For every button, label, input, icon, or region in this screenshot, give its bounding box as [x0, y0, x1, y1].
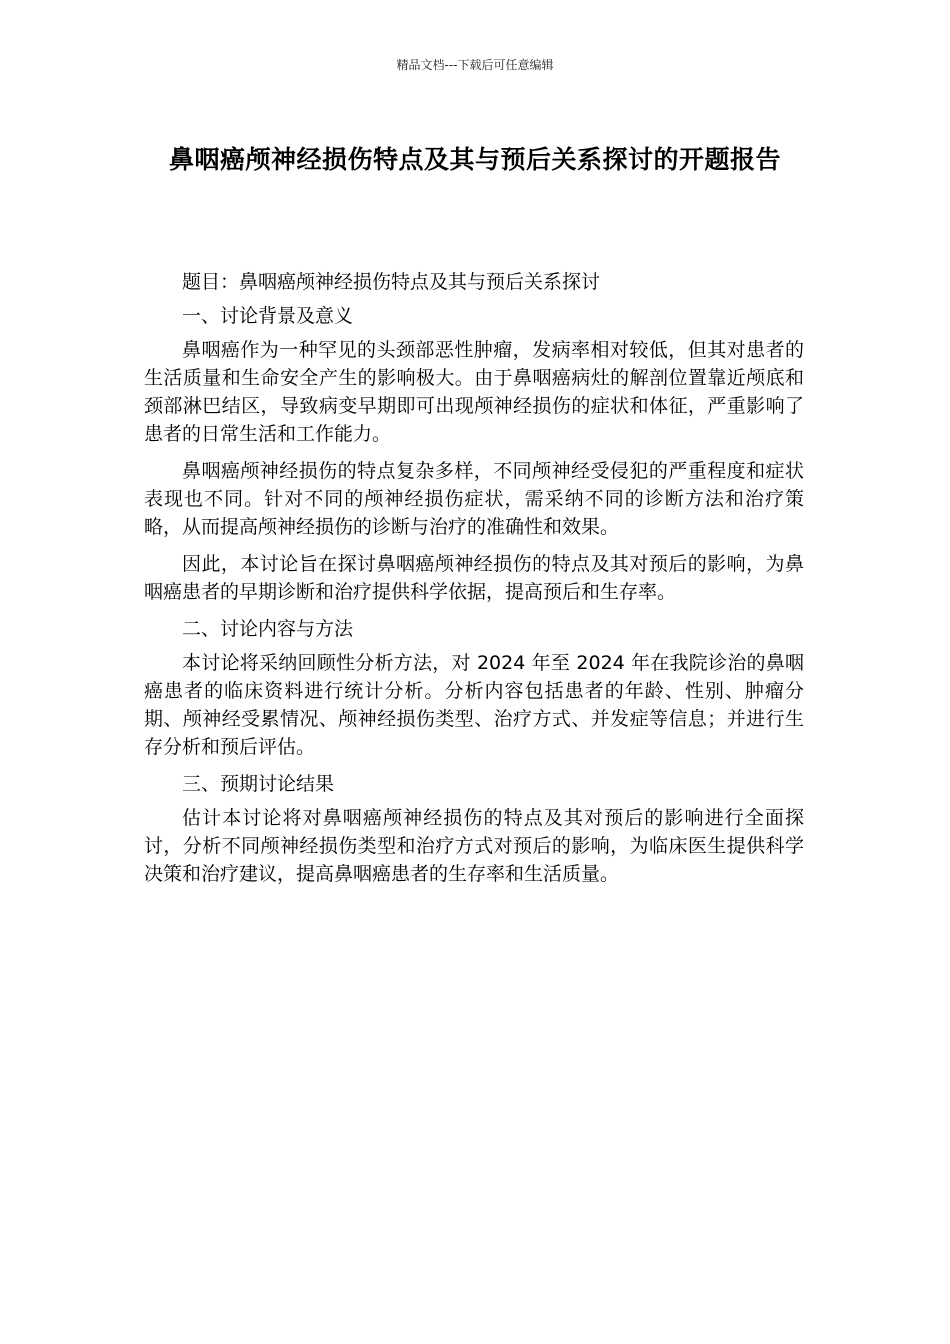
- paragraph: 估计本讨论将对鼻咽癌颅神经损伤的特点及其对预后的影响进行全面探讨，分析不同颅神经损伤类型和治疗方式对预后的影响，为临床医生提供科学决策和治疗建议，提高鼻咽癌患者的生存率和生活质量。: [144, 807, 804, 885]
- header-note: 精品文档---下载后可任意编辑: [396, 58, 554, 72]
- paragraph: 本讨论将采纳回顾性分析方法，对 2024 年至 2024 年在我院诊治的鼻咽癌患者的临床资料进行统计分析。分析内容包括患者的年龄、性别、肿瘤分期、颅神经受累情况、颅神经损伤类型、治疗方式、并发症等信息；并进行生存分析和预后评估。: [144, 652, 804, 758]
- topic-line: 题目：鼻咽癌颅神经损伤特点及其与预后关系探讨: [182, 271, 601, 293]
- paragraph: 因此，本讨论旨在探讨鼻咽癌颅神经损伤的特点及其对预后的影响，为鼻咽癌患者的早期诊断和治疗提供科学依据，提高预后和生存率。: [144, 553, 804, 603]
- document-title: 鼻咽癌颅神经损伤特点及其与预后关系探讨的开题报告: [168, 145, 781, 174]
- section-heading: 三、预期讨论结果: [182, 773, 335, 795]
- document-body: [144, 268, 804, 897]
- paragraph: 鼻咽癌颅神经损伤的特点复杂多样，不同颅神经受侵犯的严重程度和症状表现也不同。针对不同的颅神经损伤症状，需采纳不同的诊断方法和治疗策略，从而提高颅神经损伤的诊断与治疗的准确性和效果。: [144, 460, 804, 538]
- paragraph: 鼻咽癌作为一种罕见的头颈部恶性肿瘤，发病率相对较低，但其对患者的生活质量和生命安全产生的影响极大。由于鼻咽癌病灶的解剖位置靠近颅底和颈部淋巴结区，导致病变早期即可出现颅神经损伤的症状和体征，严重影响了患者的日常生活和工作能力。: [144, 339, 804, 445]
- section-heading: 二、讨论内容与方法: [182, 618, 354, 640]
- section-heading: 一、讨论背景及意义: [182, 305, 354, 327]
